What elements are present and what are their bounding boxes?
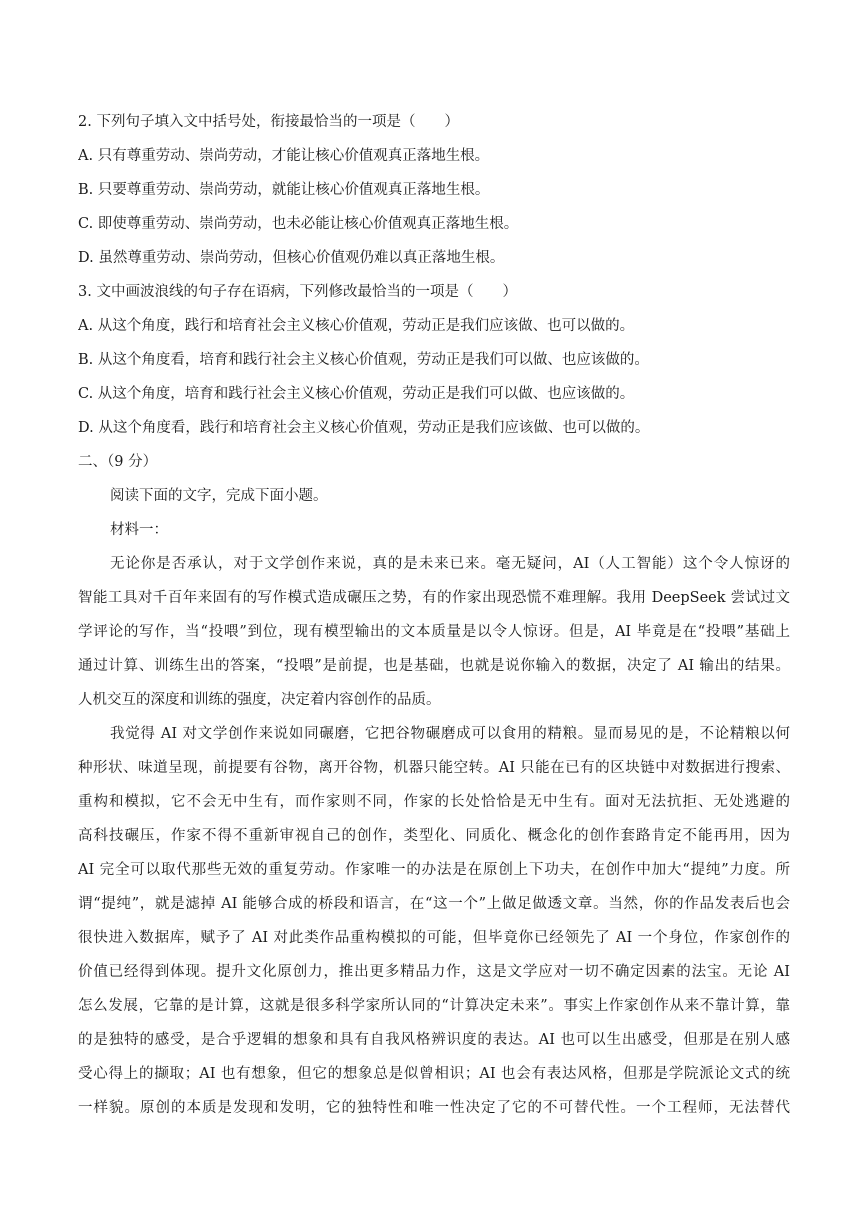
paragraph-2-line: 怎么发展，它靠的是计算，这就是很多科学家所认同的“计算决定未来”。事实上作家创作从来不靠计算，靠 [78,998,790,1014]
question-3-stem: 3. 文中画波浪线的句子存在语病，下列修改最恰当的一项是（ ） [78,284,517,300]
paragraph-2-line: 受心得上的撷取；AI 也有想象，但它的想象总是似曾相识；AI 也会有表达风格，但那是学院派论文式的统 [78,1066,790,1082]
paragraph-1-line: 通过计算、训练生出的答案，“投喂”是前提，也是基础，也就是说你输入的数据，决定了 AI 输出的结果。 [78,658,790,674]
paragraph-2-line: 很快进入数据库，赋予了 AI 对此类作品重构模拟的可能，但毕竟你已经领先了 AI 一个身位，作家创作的 [78,930,790,946]
question-3-option-a: A. 从这个角度，践行和培育社会主义核心价值观，劳动正是我们应该做、也可以做的。 [78,318,635,334]
question-2-option-c: C. 即使尊重劳动、崇尚劳动，也未必能让核心价值观真正落地生根。 [78,216,519,232]
paragraph-2-line: 我觉得 AI 对文学创作来说如同碾磨，它把谷物碾磨成可以食用的精粮。显而易见的是，不论精粮以何 [110,726,790,742]
question-3-option-c: C. 从这个角度，培育和践行社会主义核心价值观，劳动正是我们可以做、也应该做的。 [78,386,635,402]
paragraph-2-line: 种形状、味道呈现，前提要有谷物，离开谷物，机器只能空转。AI 只能在已有的区块链中对数据进行搜索、 [78,760,790,776]
paragraph-1-line: 人机交互的深度和训练的强度，决定着内容创作的品质。 [78,692,441,708]
paragraph-1-line: 智能工具对千百年来固有的写作模式造成碾压之势，有的作家出现恐慌不难理解。我用 DeepSeek 尝试过文 [78,590,790,606]
paragraph-1-line: 无论你是否承认，对于文学创作来说，真的是未来已来。毫无疑问，AI（人工智能）这个令人惊讶的 [110,556,790,572]
material-label: 材料一： [110,522,168,538]
question-2-option-d: D. 虽然尊重劳动、崇尚劳动，但核心价值观仍难以真正落地生根。 [78,250,505,266]
paragraph-2-line: 一样貌。原创的本质是发现和发明，它的独特性和唯一性决定了它的不可替代性。一个工程师，无法替代 [78,1100,790,1116]
question-3-option-d: D. 从这个角度看，践行和培育社会主义核心价值观，劳动正是我们应该做、也可以做的。 [78,420,650,436]
question-2-option-a: A. 只有尊重劳动、崇尚劳动，才能让核心价值观真正落地生根。 [78,148,490,164]
paragraph-2-line: 谓“提纯”，就是滤掉 AI 能够合成的桥段和语言，在“这一个”上做足做透文章。当然，你的作品发表后也会 [78,896,790,912]
question-2-option-b: B. 只要尊重劳动、崇尚劳动，就能让核心价值观真正落地生根。 [78,182,490,198]
paragraph-1-line: 学评论的写作，当“投喂”到位，现有模型输出的文本质量是以令人惊讶。但是，AI 毕竟是在“投喂”基础上 [78,624,790,640]
paragraph-2-line: 重构和模拟，它不会无中生有，而作家则不同，作家的长处恰恰是无中生有。面对无法抗拒、无处逃避的 [78,794,790,810]
paragraph-2-line: AI 完全可以取代那些无效的重复劳动。作家唯一的办法是在原创上下功夫，在创作中加大“提纯”力度。所 [78,862,790,878]
paragraph-2-line: 的是独特的感受，是合乎逻辑的想象和具有自我风格辨识度的表达。AI 也可以生出感受，但那是在别人感 [78,1032,790,1048]
paragraph-2-line: 高科技碾压，作家不得不重新审视自己的创作，类型化、同质化、概念化的创作套路肯定不能再用，因为 [78,828,790,844]
question-2-stem: 2. 下列句子填入文中括号处，衔接最恰当的一项是（ ） [78,114,459,130]
paragraph-2-line: 价值已经得到体现。提升文化原创力，推出更多精品力作，这是文学应对一切不确定因素的法宝。无论 AI [78,964,790,980]
section-two-heading: 二、（9 分） [78,454,158,470]
question-3-option-b: B. 从这个角度看，培育和践行社会主义核心价值观，劳动正是我们可以做、也应该做的。 [78,352,649,368]
reading-instruction: 阅读下面的文字，完成下面小题。 [110,488,328,504]
